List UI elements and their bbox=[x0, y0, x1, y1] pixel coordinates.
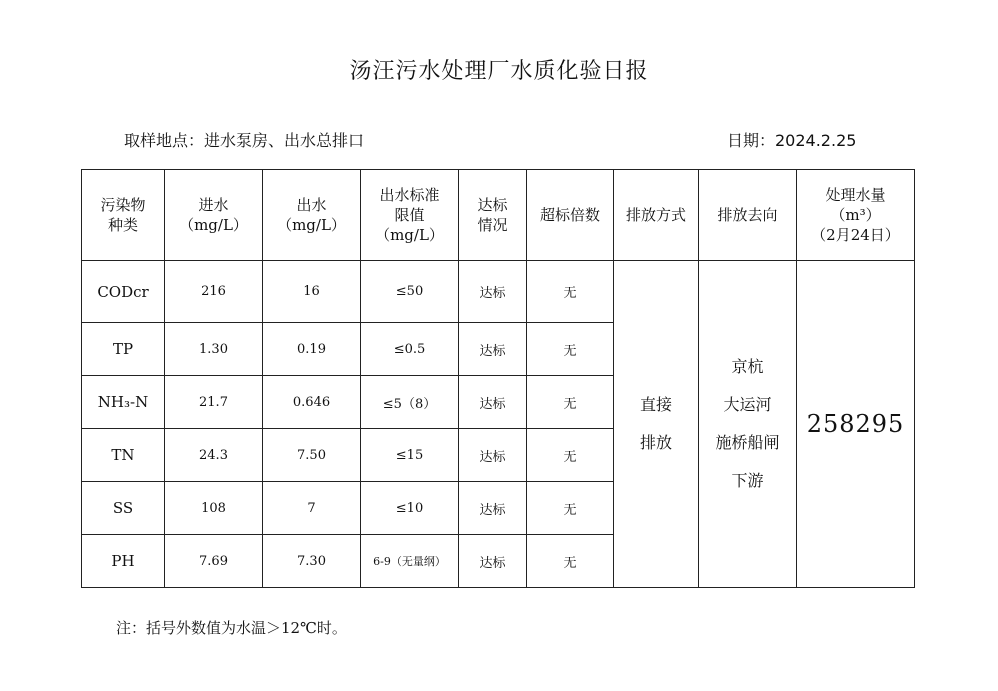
header-volume: 处理水量 （m³） （2月24日） bbox=[797, 170, 915, 261]
water-quality-table bbox=[81, 169, 915, 588]
report-title: 汤汪污水处理厂水质化验日报 bbox=[349, 59, 649, 84]
limit-cell: ≤10 bbox=[361, 482, 459, 535]
header-pollutant: 污染物 种类 bbox=[82, 170, 165, 261]
footnote: 注：括号外数值为水温＞12℃时。 bbox=[116, 619, 347, 637]
influent-cell: 7.69 bbox=[165, 535, 263, 588]
limit-cell: 6-9（无量纲） bbox=[361, 535, 459, 588]
effluent-cell: 7.50 bbox=[263, 429, 361, 482]
influent-cell: 108 bbox=[165, 482, 263, 535]
limit-cell: ≤50 bbox=[361, 261, 459, 323]
pollutant-cell: TP bbox=[82, 323, 165, 376]
exceed-cell: 无 bbox=[527, 261, 614, 323]
effluent-cell: 7.30 bbox=[263, 535, 361, 588]
pollutant-cell: PH bbox=[82, 535, 165, 588]
report-date: 日期：2024.2.25 bbox=[727, 131, 857, 150]
limit-cell: ≤5（8） bbox=[361, 376, 459, 429]
limit-cell: ≤15 bbox=[361, 429, 459, 482]
compliance-cell: 达标 bbox=[459, 535, 527, 588]
pollutant-cell: CODcr bbox=[82, 261, 165, 323]
pollutant-cell: NH₃-N bbox=[82, 376, 165, 429]
header-limit: 出水标准 限值 （mg/L） bbox=[361, 170, 459, 261]
volume-cell: 258295 bbox=[797, 261, 915, 588]
exceed-cell: 无 bbox=[527, 535, 614, 588]
table-row bbox=[82, 261, 915, 323]
influent-cell: 216 bbox=[165, 261, 263, 323]
compliance-cell: 达标 bbox=[459, 376, 527, 429]
pollutant-cell: SS bbox=[82, 482, 165, 535]
limit-cell: ≤0.5 bbox=[361, 323, 459, 376]
effluent-cell: 0.19 bbox=[263, 323, 361, 376]
sampling-location: 取样地点：进水泵房、出水总排口 bbox=[124, 131, 365, 150]
influent-cell: 1.30 bbox=[165, 323, 263, 376]
discharge-dest-cell: 京杭 大运河 施桥船闸 下游 bbox=[699, 261, 797, 588]
pollutant-cell: TN bbox=[82, 429, 165, 482]
exceed-cell: 无 bbox=[527, 323, 614, 376]
header-effluent: 出水 （mg/L） bbox=[263, 170, 361, 261]
exceed-cell: 无 bbox=[527, 429, 614, 482]
compliance-cell: 达标 bbox=[459, 323, 527, 376]
header-compliance: 达标 情况 bbox=[459, 170, 527, 261]
effluent-cell: 7 bbox=[263, 482, 361, 535]
header-discharge-method: 排放方式 bbox=[614, 170, 699, 261]
compliance-cell: 达标 bbox=[459, 429, 527, 482]
discharge-method-cell: 直接 排放 bbox=[614, 261, 699, 588]
compliance-cell: 达标 bbox=[459, 261, 527, 323]
header-exceed: 超标倍数 bbox=[527, 170, 614, 261]
exceed-cell: 无 bbox=[527, 376, 614, 429]
influent-cell: 21.7 bbox=[165, 376, 263, 429]
exceed-cell: 无 bbox=[527, 482, 614, 535]
header-influent: 进水 （mg/L） bbox=[165, 170, 263, 261]
influent-cell: 24.3 bbox=[165, 429, 263, 482]
effluent-cell: 16 bbox=[263, 261, 361, 323]
header-row bbox=[82, 170, 915, 261]
header-discharge-dest: 排放去向 bbox=[699, 170, 797, 261]
effluent-cell: 0.646 bbox=[263, 376, 361, 429]
compliance-cell: 达标 bbox=[459, 482, 527, 535]
